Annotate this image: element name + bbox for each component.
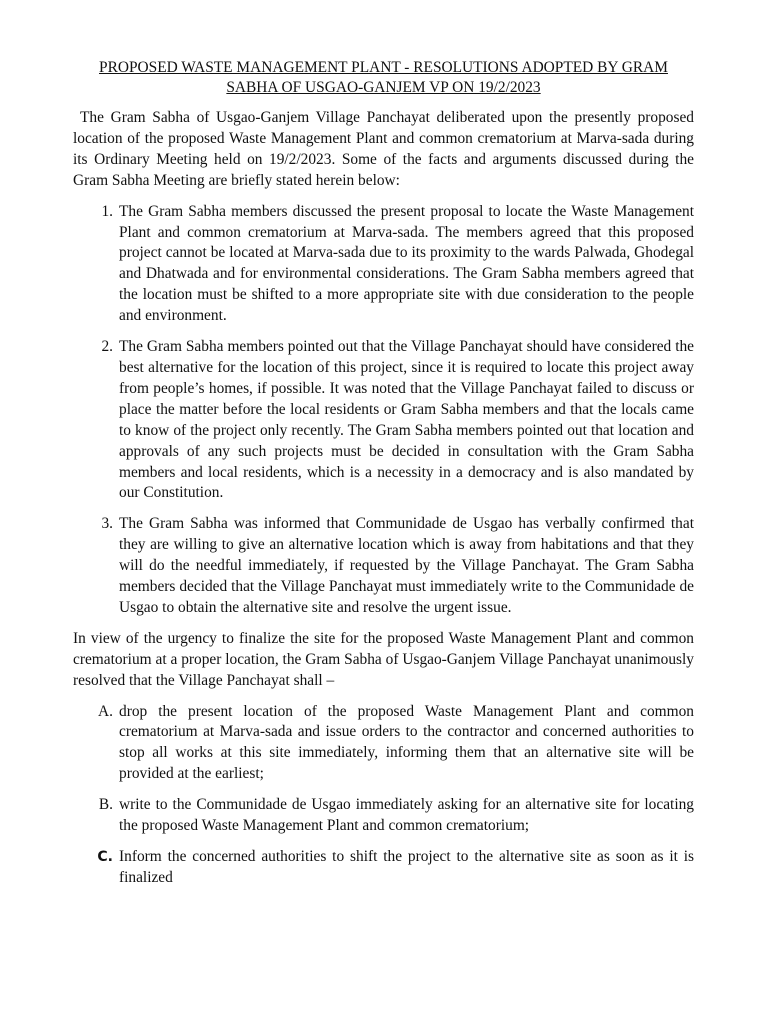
list-item-text: The Gram Sabha members pointed out that the Village Panchayat should have considered the best alternative for the location of this project, since it is required to locate this project away from people’s homes, if possible. It was noted that the Village Panchayat failed to discuss or place the matter before the local residents or Gram Sabha members and that the locals came to know of the project only recently. The Gram Sabha members pointed out that location and approvals of any such projects must be decided in consultation with the Gram Sabha members and local residents, which is a necessity in a democracy and is also mandated by our Constitution. [119,338,694,502]
list-marker: 1. [101,202,113,220]
list-item [73,702,694,786]
list-item [73,514,694,619]
list-item-text: write to the Communidade de Usgao immediately asking for an alternative site for locating the proposed Waste Management Plant and common crematorium; [119,796,694,835]
list-item [73,795,694,837]
list-item [73,337,694,504]
list-item-text: Inform the concerned authorities to shift the project to the alternative site as soon as it is finalized [119,848,694,886]
list-item [73,202,694,327]
resolutions-list [73,702,694,889]
discussion-points-list [73,202,694,619]
list-item-text: The Gram Sabha was informed that Communidade de Usgao has verbally confirmed that they are willing to give an alternative location which is away from habitations and that they will do the needful immediately, if requested by the Village Panchayat. The Gram Sabha members decided that the Village Panchayat must immediately write to the Communidade de Usgao to obtain the alternative site and resolve the urgent issue. [119,515,694,616]
document-title: PROPOSED WASTE MANAGEMENT PLANT - RESOLUTIONS ADOPTED BY GRAM SABHA OF USGAO-GANJEM VP ON 19/2/2023 [99,59,668,96]
list-marker: C. [97,849,113,865]
list-marker: 2. [101,338,113,356]
intro-paragraph: The Gram Sabha of Usgao-Ganjem Village Panchayat deliberated upon the presently proposed location of the proposed Waste Management Plant and common crematorium at Marva-sada during its Ordinary Meeting held on 19/2/2023. Some of the facts and arguments discussed during the Gram Sabha Meeting are briefly stated herein below: [73,109,694,189]
list-marker: 3. [101,515,113,533]
list-marker: A. [98,702,113,720]
list-item [73,847,694,889]
list-item-text: drop the present location of the proposed Waste Management Plant and common crematorium at Marva-sada and issue orders to the contractor and concerned authorities to stop all works at this site immediately, informing them that an alternative site will be provided at the earliest; [119,702,694,783]
resolution-intro-paragraph: In view of the urgency to finalize the site for the proposed Waste Management Plant and common crematorium at a proper location, the Gram Sabha of Usgao-Ganjem Village Panchayat unanimously resolved that the Village Panchayat shall – [73,629,694,689]
list-marker: B. [98,796,113,814]
list-item-text: The Gram Sabha members discussed the present proposal to locate the Waste Management Plant and common crematorium at Marva-sada. The members agreed that this proposed project cannot be located at Marva-sada due to its proximity to the wards Palwada, Ghodegal and Dhatwada and for environmental considerations. The Gram Sabha members agreed that the location must be shifted to a more appropriate site with due consideration to the people and environment. [119,202,694,325]
